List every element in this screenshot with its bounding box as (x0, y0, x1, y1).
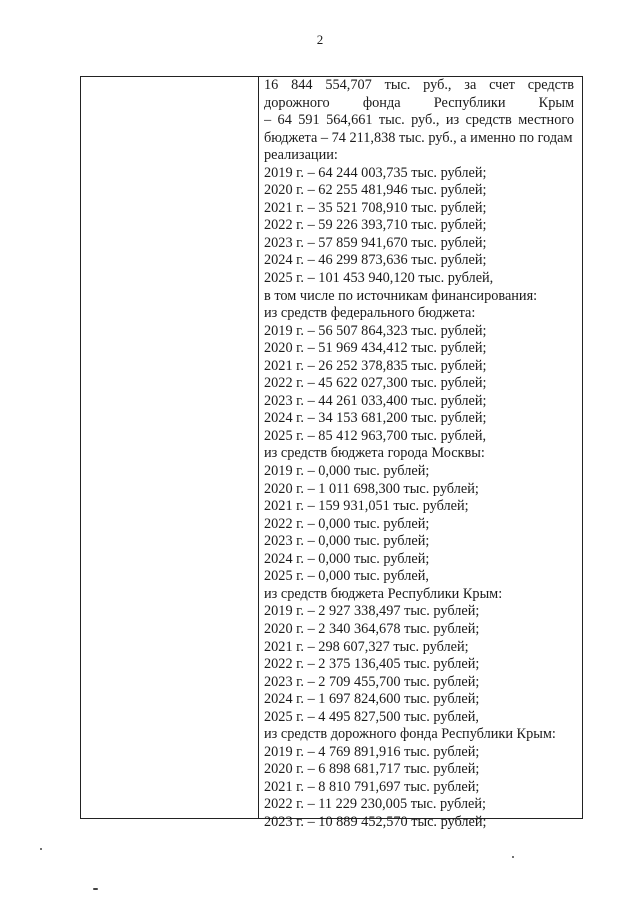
moscow-year-line: 2019 г. – 0,000 тыс. рублей; (264, 463, 430, 480)
moscow-year-line: 2020 г. – 1 011 698,300 тыс. рублей; (264, 480, 479, 497)
federal-year-line: 2019 г. – 56 507 864,323 тыс. рублей; (264, 322, 487, 339)
moscow-year-line: 2021 г. – 159 931,051 тыс. рублей; (264, 498, 469, 515)
crimea-year-line: 2019 г. – 2 927 338,497 тыс. рублей; (264, 603, 480, 620)
federal-heading: из средств федерального бюджета: (264, 305, 476, 322)
total-year-line: 2019 г. – 64 244 003,735 тыс. рублей; (264, 164, 487, 181)
total-year-line: 2024 г. – 46 299 873,636 тыс. рублей; (264, 252, 487, 269)
crimea-year-line: 2024 г. – 1 697 824,600 тыс. рублей; (264, 691, 480, 708)
scan-speck (40, 848, 42, 850)
total-year-line: 2023 г. – 57 859 941,670 тыс. рублей; (264, 234, 487, 251)
moscow-year-line: 2023 г. – 0,000 тыс. рублей; (264, 533, 430, 550)
moscow-heading: из средств бюджета города Москвы: (264, 445, 485, 462)
total-year-line: 2021 г. – 35 521 708,910 тыс. рублей; (264, 199, 487, 216)
federal-year-line: 2021 г. – 26 252 378,835 тыс. рублей; (264, 357, 487, 374)
table-right-cell (260, 77, 582, 830)
crimea-year-line: 2020 г. – 2 340 364,678 тыс. рублей; (264, 620, 480, 637)
intro-line: реализации: (264, 147, 338, 164)
intro-line: – 64 591 564,661 тыс. руб., из средств местного (264, 112, 574, 129)
sources-intro: в том числе по источникам финансирования: (264, 287, 538, 304)
page-number: 2 (316, 32, 324, 47)
crimea-year-line: 2021 г. – 298 607,327 тыс. рублей; (264, 638, 469, 655)
federal-year-line: 2025 г. – 85 412 963,700 тыс. рублей, (264, 427, 487, 444)
total-year-line: 2020 г. – 62 255 481,946 тыс. рублей; (264, 182, 487, 199)
moscow-year-line: 2024 г. – 0,000 тыс. рублей; (264, 550, 430, 567)
road-fund-year-line: 2023 г. – 10 889 452,570 тыс. рублей; (264, 813, 487, 830)
intro-line: бюджета – 74 211,838 тыс. руб., а именно по годам (264, 129, 573, 146)
crimea-heading: из средств бюджета Республики Крым: (264, 585, 503, 602)
federal-year-line: 2023 г. – 44 261 033,400 тыс. рублей; (264, 392, 487, 409)
total-year-line: 2022 г. – 59 226 393,710 тыс. рублей; (264, 217, 487, 234)
total-year-line: 2025 г. – 101 453 940,120 тыс. рублей, (264, 270, 494, 287)
financing-table (80, 76, 583, 830)
intro-line: 16 844 554,707 тыс. руб., за счет средств (264, 77, 574, 93)
scan-speck (93, 888, 98, 890)
moscow-year-line: 2025 г. – 0,000 тыс. рублей, (264, 568, 429, 585)
scan-speck (512, 856, 514, 858)
crimea-year-line: 2025 г. – 4 495 827,500 тыс. рублей, (264, 708, 479, 725)
road-fund-year-line: 2019 г. – 4 769 891,916 тыс. рублей; (264, 743, 480, 760)
crimea-year-line: 2022 г. – 2 375 136,405 тыс. рублей; (264, 656, 480, 673)
moscow-year-line: 2022 г. – 0,000 тыс. рублей; (264, 515, 430, 532)
intro-line: дорожного фонда Республики Крым (264, 94, 574, 111)
federal-year-line: 2020 г. – 51 969 434,412 тыс. рублей; (264, 340, 487, 357)
road-fund-year-line: 2020 г. – 6 898 681,717 тыс. рублей; (264, 761, 480, 778)
table-left-cell (81, 77, 259, 818)
road-fund-year-line: 2022 г. – 11 229 230,005 тыс. рублей; (264, 796, 486, 813)
road-fund-year-line: 2021 г. – 8 810 791,697 тыс. рублей; (264, 778, 480, 795)
federal-year-line: 2024 г. – 34 153 681,200 тыс. рублей; (264, 410, 487, 427)
crimea-year-line: 2023 г. – 2 709 455,700 тыс. рублей; (264, 673, 480, 690)
federal-year-line: 2022 г. – 45 622 027,300 тыс. рублей; (264, 375, 487, 392)
road-fund-heading: из средств дорожного фонда Республики Крым: (264, 726, 556, 743)
